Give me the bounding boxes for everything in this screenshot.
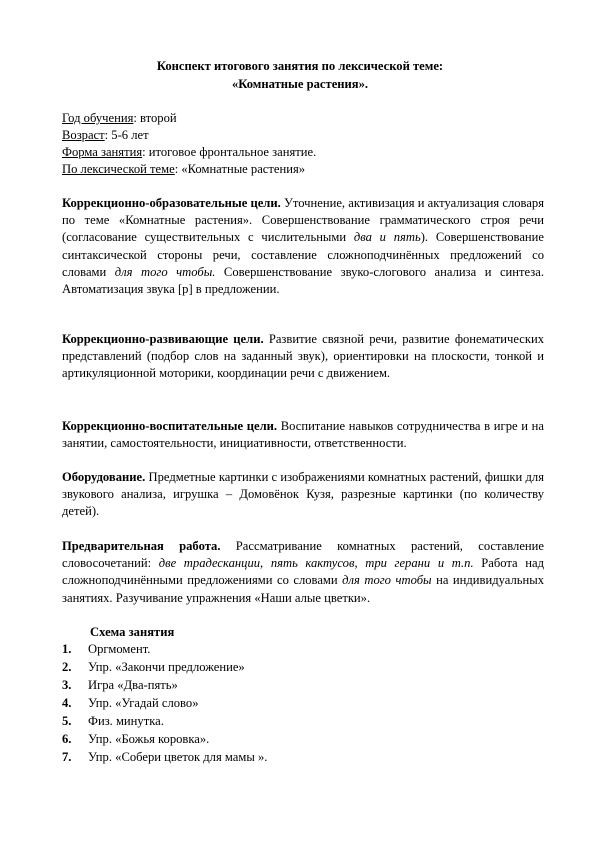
list-item-text: Упр. «Закончи предложение» [88,660,245,674]
list-item-text: Игра «Два-пять» [88,678,178,692]
paragraph-label: Коррекционно-воспитательные цели. [62,419,278,433]
meta-topic [62,161,542,178]
paragraph-italic: для того чтобы [342,573,432,588]
paragraph-upbringing-goals [62,418,544,452]
list-item [62,695,542,712]
list-item-text: Упр. «Собери цветок для мамы ». [88,750,268,764]
meta-age [62,127,542,144]
list-item-text: Оргмомент. [88,642,151,656]
document-title-line-1: Конспект итогового занятия по лексической теме: [156,59,444,73]
list-item [62,713,542,730]
paragraph-text: Предметные картинки с изображениями комнатных растений, фишки для звукового анализа, игрушка – Домовёнок Кузя, разрезные картинки (по количеству детей). [62,470,544,519]
list-item-text: Упр. «Божья коровка». [88,732,210,746]
paragraph-text: ). Совершенствование синтаксической стороны речи, составление сложноподчинённых предложений со словами [62,230,544,279]
paragraph-text: Уточнение, активизация и актуализация словаря по теме «Комнатные растения». Совершенствование грамматического строя речи (согласование существительных с числительными [62,196,544,245]
paragraph-text: Рассматривание комнатных растений, составление словосочетаний: [62,539,544,571]
paragraph-preliminary-work [62,538,544,607]
list-item-number: 7. [62,750,72,764]
paragraph-italic: две традесканции, пять кактусов, три герани и т.п. [158,556,474,571]
list-item-number: 4. [62,696,72,710]
list-item-text: Физ. минутка. [88,714,164,728]
paragraph-label: Оборудование. [62,470,146,484]
meta-label: Форма занятия [62,145,143,159]
paragraph-text: Воспитание навыков сотрудничества в игре и на занятии, самостоятельности, инициативности, ответственности. [62,419,544,451]
meta-value: : второй [133,111,177,125]
schema-title: Схема занятия [90,625,175,639]
paragraph-text: Работа над сложноподчинёнными предложениями со словами [62,556,544,588]
paragraph-italic: для того чтобы. [114,264,216,279]
paragraph-italic: два и пять [353,230,421,245]
paragraph-developmental-goals [62,331,544,383]
meta-label: По лексической теме [62,162,175,176]
paragraph-label: Коррекционно-развивающие цели. [62,332,264,346]
list-item [62,749,542,766]
list-item-number: 5. [62,714,72,728]
list-item-number: 6. [62,732,72,746]
meta-value: : «Комнатные растения» [174,162,306,176]
list-item-text: Упр. «Угадай слово» [88,696,199,710]
list-item [62,731,542,748]
paragraph-educational-goals [62,195,544,298]
document-title-line-2: «Комнатные растения». [231,77,369,91]
list-item-number: 1. [62,642,72,656]
meta-year [62,110,542,127]
paragraph-label: Коррекционно-образовательные цели. [62,196,281,210]
paragraph-text: Совершенствование звуко-слогового анализа и синтеза. Автоматизация звука [р] в предложении. [62,264,544,297]
list-item-number: 3. [62,678,72,692]
meta-form [62,144,542,161]
list-item [62,677,542,694]
paragraph-text: Развитие связной речи, развитие фонематических представлений (подбор слов на заданный звук), ориентировки на плоскости, тонкой и артикуляционной моторики, координации речи с движением. [62,332,545,381]
meta-value: : 5-6 лет [104,128,149,142]
paragraph-text: на индивидуальных занятиях. Разучивание упражнения «Наши алые цветки». [62,573,544,605]
list-item [62,659,542,676]
list-item [62,641,542,658]
meta-label: Год обучения [62,111,134,125]
meta-value: : итоговое фронтальное занятие. [142,145,317,159]
meta-label: Возраст [62,128,105,142]
paragraph-label: Предварительная работа. [62,539,221,553]
list-item-number: 2. [62,660,72,674]
paragraph-equipment [62,469,544,521]
